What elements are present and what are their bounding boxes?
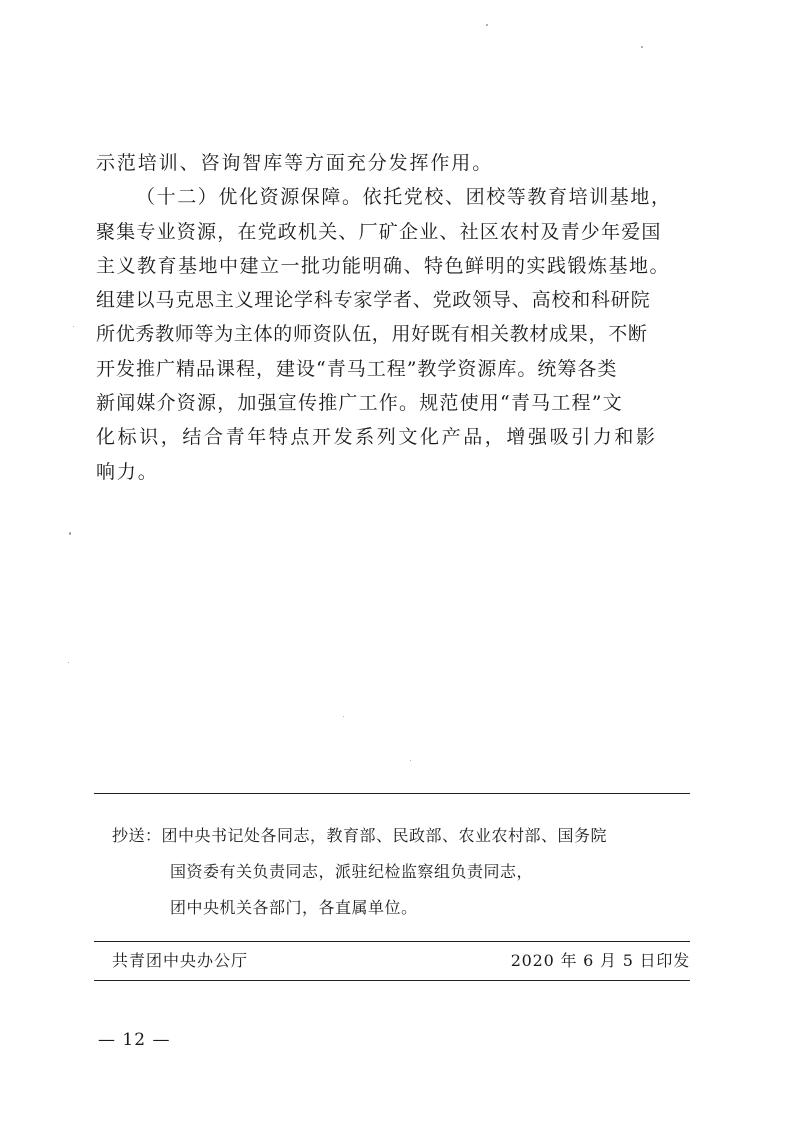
distribution-label: 抄送： [112, 826, 162, 845]
paragraph-line: 化标识，结合青年特点开发系列文化产品，增强吸引力和影 [96, 426, 658, 449]
scan-speck [486, 24, 488, 26]
distribution-list [112, 818, 692, 926]
paragraph-line: 开发推广精品课程，建设“青马工程”教学资源库。统筹各类 [96, 357, 618, 380]
distribution-row [112, 818, 692, 854]
distribution-recipients-2: 国资委有关负责同志，派驻纪检监察组负责同志， [170, 862, 534, 881]
scan-speck [68, 662, 69, 663]
divider-bottom [94, 980, 690, 981]
issuing-office: 共青团中央办公厅 [112, 951, 249, 970]
page-number: — 12 — [98, 1030, 171, 1050]
paragraph-line: 响力。 [96, 460, 159, 483]
distribution-recipients-1: 团中央书记处各同志，教育部、民政部、农业农村部、国务院 [161, 826, 608, 845]
paragraph-line: 示范培训、咨询智库等方面充分发挥作用。 [96, 152, 494, 174]
scan-speck [343, 716, 344, 717]
divider-top [94, 793, 690, 794]
scan-speck [73, 326, 74, 327]
paragraph-line: 组建以马克思主义理论学科专家学者、党政领导、高校和科研院 [96, 289, 651, 312]
paragraph-line: 新闻媒介资源，加强宣传推广工作。规范使用“青马工程”文 [96, 392, 623, 415]
distribution-recipients-3: 团中央机关各部门，各直属单位。 [170, 898, 418, 917]
paragraph-line: 所优秀教师等为主体的师资队伍，用好既有相关教材成果，不断 [96, 323, 648, 346]
scan-speck [641, 46, 643, 48]
body-text [96, 146, 696, 489]
paragraph-line: 聚集专业资源，在党政机关、厂矿企业、社区农村及青少年爱国 [96, 220, 662, 243]
issue-date: 2020 年 6 月 5 日印发 [510, 951, 690, 970]
paragraph-line: 主义教育基地中建立一批功能明确、特色鲜明的实践锻炼基地。 [96, 254, 671, 277]
divider-middle [94, 941, 690, 942]
scan-speck [410, 760, 411, 761]
scan-speck [69, 532, 71, 535]
section-heading-line: （十二）优化资源保障。依托党校、团校等教育培训基地， [136, 186, 672, 209]
